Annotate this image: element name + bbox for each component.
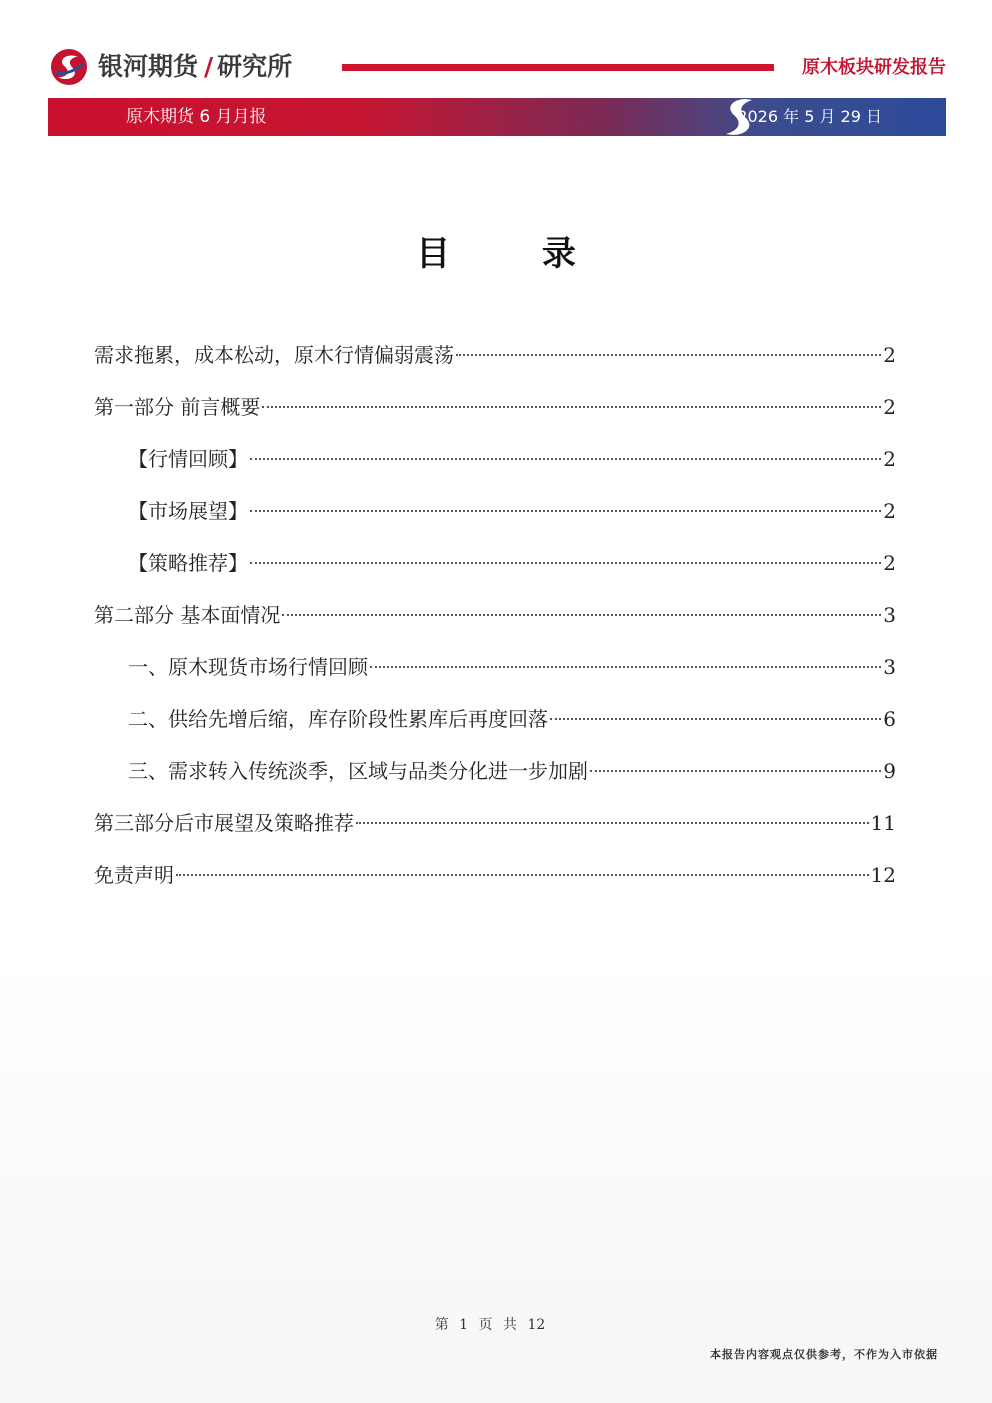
toc-entry-page: 2 — [883, 551, 896, 575]
toc-entry-text: 第二部分 基本面情况 — [94, 603, 281, 627]
galaxy-logo-icon — [50, 48, 88, 86]
toc-leader-dots — [176, 874, 869, 876]
toc-entry[interactable] — [94, 860, 896, 912]
toc-entry[interactable] — [94, 444, 896, 496]
toc-entry-text: 一、原木现货市场行情回顾 — [128, 655, 368, 679]
toc-leader-dots — [250, 562, 881, 564]
toc-entry-page: 2 — [883, 395, 896, 419]
toc-leader-dots — [590, 770, 881, 772]
toc-entry-text: 免责声明 — [94, 863, 174, 887]
toc-leader-dots — [550, 718, 881, 720]
toc-entry[interactable] — [94, 548, 896, 600]
toc-leader-dots — [370, 666, 881, 668]
toc-entry-page: 6 — [883, 707, 896, 731]
brand-division: 研究所 — [217, 52, 293, 81]
toc-entry[interactable] — [94, 652, 896, 704]
toc-leader-dots — [250, 458, 881, 460]
footer-disclaimer: 本报告内容观点仅供参考，不作为入市依据 — [710, 1348, 938, 1361]
toc-entry[interactable] — [94, 600, 896, 652]
toc-entry-text: 需求拖累，成本松动，原木行情偏弱震荡 — [94, 343, 454, 367]
header-red-rule — [342, 64, 774, 71]
toc-entry[interactable] — [94, 808, 896, 860]
toc-entry-page: 2 — [883, 499, 896, 523]
toc-leader-dots — [282, 614, 881, 616]
toc-entry[interactable] — [94, 756, 896, 808]
toc-entry-text: 二、供给先增后缩，库存阶段性累库后再度回落 — [128, 707, 548, 731]
toc-entry-text: 【策略推荐】 — [128, 551, 248, 575]
toc-entry-text: 三、需求转入传统淡季，区域与品类分化进一步加剧 — [128, 759, 588, 783]
toc-entry-page: 3 — [883, 603, 896, 627]
toc-entry-page: 12 — [870, 863, 896, 887]
report-date: 2026 年 5 月 29 日 — [737, 107, 882, 126]
toc-entry-text: 第一部分 前言概要 — [94, 395, 261, 419]
toc-leader-dots — [356, 822, 869, 824]
toc-leader-dots — [262, 406, 881, 408]
toc-entry-page: 2 — [883, 447, 896, 471]
toc-entry-text: 【市场展望】 — [128, 499, 248, 523]
toc-leader-dots — [250, 510, 881, 512]
report-type: 原木板块研发报告 — [802, 57, 946, 78]
toc-entry-page: 9 — [883, 759, 896, 783]
toc-entry-page: 3 — [883, 655, 896, 679]
header-banner — [48, 98, 946, 136]
toc-leader-dots — [456, 354, 881, 356]
banner-title: 原木期货 6 月月报 — [126, 107, 267, 127]
toc-entry-text: 第三部分后市展望及策略推荐 — [94, 811, 354, 835]
brand-name — [98, 50, 292, 84]
toc-entry[interactable] — [94, 496, 896, 548]
brand-company: 银河期货 — [98, 52, 199, 81]
toc-entry-page: 11 — [870, 811, 896, 835]
brand-slash: / — [204, 52, 214, 81]
toc-entry[interactable] — [94, 704, 896, 756]
toc-entry[interactable] — [94, 340, 896, 392]
page-indicator: 第 1 页 共 12 — [434, 1317, 546, 1333]
toc-entry-page: 2 — [883, 343, 896, 367]
table-of-contents — [94, 340, 896, 912]
toc-entry-text: 【行情回顾】 — [128, 447, 248, 471]
toc-entry[interactable] — [94, 392, 896, 444]
toc-title: 目 录 — [416, 234, 616, 274]
